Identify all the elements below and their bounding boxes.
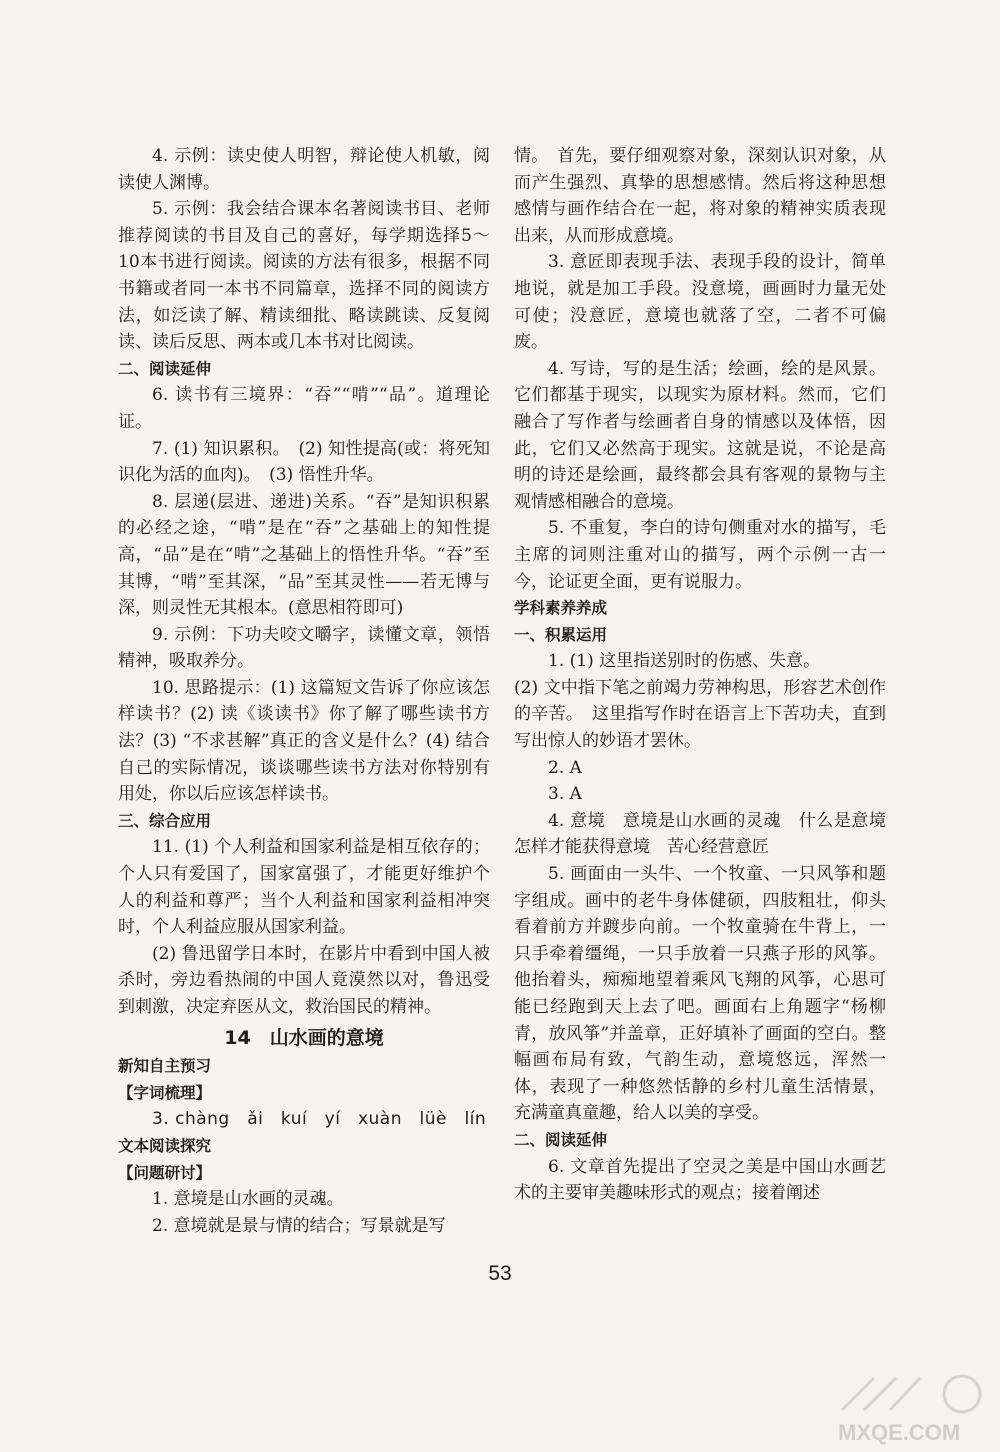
right-paragraph-1: 3. 意匠即表现手法、表现手段的设计，简单地说，就是加工手段。没意境，画画时力量无处可使；没意匠，意境也就落了空，二者不可偏废。: [514, 252, 886, 353]
left-paragraph-14: 3. chàng ǎi kuí yí xuàn lüè lín: [152, 1109, 487, 1130]
left-paragraph-7: 10. 思路提示：(1) 这篇短文告诉了你应该怎样读书？(2) 读《谈读书》你了解了哪些读书方法？(3) “不求甚解”真正的含义是什么？(4) 结合自己的实际情况，谈谈哪些读书方法对你特别有用处，你以后应该怎样读书。: [118, 677, 490, 805]
right-paragraph-2: 4. 写诗，写的是生活；绘画，绘的是风景。它们都基于现实，以现实为原材料。然而，它们融合了写作者与绘画者自身的情感以及体悟，因此，它们又必然高于现实。这就是说，不论是高明的诗还是绘画，最终都会具有客观的景物与主观情感相融合的意境。: [514, 358, 886, 512]
left-paragraph-9: 11. (1) 个人利益和国家利益是相互依存的；个人只有爱国了，国家富强了，才能更好维护个人的利益和尊严；当个人利益和国家利益相冲突时，个人利益应服从国家利益。: [118, 837, 490, 938]
right-column: [514, 143, 903, 1207]
left-paragraph-2: 二、阅读延伸: [118, 359, 212, 378]
left-paragraph-8: 三、综合应用: [118, 811, 212, 830]
left-paragraph-1: 5. 示例：我会结合课本名著阅读书目、老师推荐阅读的书目及自己的喜好，每学期选择5～10本书进行阅读。阅读的方法有很多，根据不同书籍或者同一本书不同篇章，选择不同的阅读方法，如泛读了解、精读细批、略读跳读、反复阅读、读后反思、两本或几本书对比阅读。: [118, 199, 490, 353]
left-column: [118, 143, 490, 1239]
left-paragraph-18: 2. 意境就是景与情的结合；写景就是写: [152, 1215, 446, 1236]
right-paragraph-0: 情。 首先，要仔细观察对象，深刻认识对象，从而产生强烈、真挚的思想感情。然后将这种思想感情与画作结合在一起，将对象的精神实质表现出来，从而形成意境。: [514, 146, 886, 246]
left-paragraph-15: 文本阅读探究: [118, 1136, 212, 1155]
left-paragraph-11: 14 山水画的意境: [224, 1026, 384, 1049]
left-paragraph-3: 6. 读书有三境界：“吞”“啃”“品”。道理论证。: [118, 385, 490, 432]
right-paragraph-8: 2. A: [548, 757, 582, 778]
right-paragraph-9: 3. A: [548, 784, 582, 805]
left-paragraph-0: 4. 示例：读史使人明智，辩论使人机敏，阅读使人渊博。: [118, 146, 490, 193]
right-paragraph-3: 5. 不重复，李白的诗句侧重对水的描写，毛主席的词则注重对山的描写，两个示例一古一今，论证更全面，更有说服力。: [514, 518, 886, 592]
left-paragraph-5: 8. 层递(层进、递进)关系。“吞”是知识积累的必经之途，“啃”是在“吞”之基础上的知性提高，“品”是在“啃”之基础上的悟性升华。“吞”至其博，“啃”至其深，“品”至其灵性——若无博与深，则灵性无其根本。(意思相符即可): [118, 491, 490, 619]
right-paragraph-4: 学科素养养成: [514, 599, 608, 618]
left-paragraph-4: 7. (1) 知识累积。 (2) 知性提高(或：将死知识化为活的血肉)。 (3) 悟性升华。: [118, 438, 490, 486]
right-paragraph-10: 4. 意境 意境是山水画的灵魂 什么是意境 怎样才能获得意境 苦心经营意匠: [514, 810, 903, 858]
right-paragraph-5: 一、积累运用: [514, 625, 608, 644]
left-paragraph-10: (2) 鲁迅留学日本时，在影片中看到中国人被杀时，旁边看热闹的中国人竟漠然以对，鲁迅受到刺激，决定弃医从文，救治国民的精神。: [118, 943, 490, 1017]
right-paragraph-12: 二、阅读延伸: [514, 1130, 608, 1149]
left-paragraph-12: 新知自主预习: [118, 1057, 212, 1076]
left-paragraph-17: 1. 意境是山水画的灵魂。: [152, 1189, 344, 1210]
watermark-logo: [834, 1370, 984, 1446]
right-paragraph-13: 6. 文章首先提出了空灵之美是中国山水画艺术的主要审美趣味形式的观点；接着阐述: [514, 1156, 886, 1204]
left-paragraph-16: 【问题研讨】: [118, 1163, 212, 1182]
left-paragraph-6: 9. 示例：下功夫咬文嚼字，读懂文章，领悟精神，吸取养分。: [118, 624, 490, 672]
watermark-text: MXQE.COM: [838, 1420, 961, 1445]
right-paragraph-6: 1. (1) 这里指送别时的伤感、失意。: [548, 651, 821, 672]
right-paragraph-7: (2) 文中指下笔之前竭力劳神构思，形容艺术创作的辛苦。 这里指写作时在语言上下苦功夫，直到写出惊人的妙语才罢休。: [514, 677, 886, 752]
right-paragraph-11: 5. 画面由一头牛、一个牧童、一只风筝和题字组成。画中的老牛身体健硕，四肢粗壮，仰头看着前方并踱步向前。一个牧童骑在牛背上，一只手牵着缰绳，一只手放着一只燕子形的风筝。他抬着头，痴痴地望着乘风飞翔的风筝，心思可能已经跑到天上去了吧。画面右上角题字“杨柳青，放风筝”并盖章，正好填补了画面的空白。整幅画布局有致，气韵生动，意境悠远，浑然一体，表现了一种悠然恬静的乡村儿童生活情景，充满童真童趣，给人以美的享受。: [514, 864, 886, 1124]
left-paragraph-13: 【字词梳理】: [118, 1083, 212, 1102]
page-number: 53: [488, 1262, 512, 1285]
